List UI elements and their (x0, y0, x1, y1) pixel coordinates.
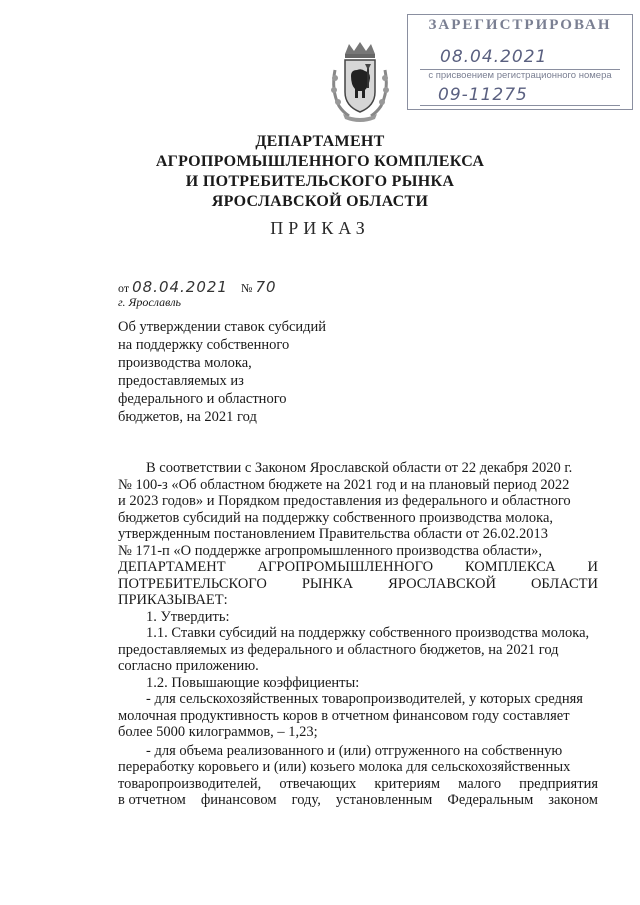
word: ПОТРЕБИТЕЛЬСКОГО (118, 575, 267, 592)
header-line: И ПОТРЕБИТЕЛЬСКОГО РЫНКА (185, 173, 455, 190)
bullet-line: переработку коровьего и (или) козьего молока для сельскохозяйственных (118, 759, 571, 775)
paragraph-line: и 2023 годов» и Порядком предоставления из федерального и областного (118, 493, 571, 509)
word: АГРОПРОМЫШЛЕННОГО (257, 559, 434, 575)
subject-line: бюджетов, на 2021 год (118, 409, 257, 425)
paragraph-line (118, 559, 598, 576)
header-line: АГРОПРОМЫШЛЕННОГО КОМПЛЕКСА (155, 153, 485, 170)
department-header (0, 132, 640, 212)
subject-line: федерального и областного (118, 391, 287, 407)
order-date-number (118, 278, 277, 296)
word: году, (291, 792, 321, 808)
stamp-title: ЗАРЕГИСТРИРОВАН (428, 17, 612, 33)
bullet-line: - для объема реализованного и (или) отгруженного на собственную (146, 742, 563, 759)
word: критериям (374, 775, 441, 792)
subject-line: производства молока, (118, 355, 252, 371)
stamp-date: 08.04.2021 (440, 47, 548, 67)
stamp-caption: с присвоением регистрационного номера (428, 70, 612, 81)
word: ОБЛАСТИ (530, 575, 598, 592)
item-line: 1.2. Повышающие коэффициенты: (146, 674, 360, 691)
paragraph-line: ПРИКАЗЫВАЕТ: (118, 592, 228, 608)
item-line: 1.1. Ставки субсидий на поддержку собственного производства молока, (146, 625, 590, 641)
word: в отчетном (118, 792, 186, 808)
word: финансовом (200, 792, 277, 808)
order-number: 70 (255, 278, 277, 296)
word: Федеральным (447, 792, 534, 808)
paragraph-line: № 100-з «Об областном бюджете на 2021 год и на плановый период 2022 (118, 476, 570, 493)
number-label: № (240, 281, 253, 295)
word: ЯРОСЛАВСКОЙ (388, 575, 496, 592)
bullet-line (118, 792, 598, 809)
bullet-line: более 5000 килограммов, – 1,23; (118, 724, 318, 740)
order-title: ПРИКАЗ (270, 218, 370, 238)
order-subject (118, 318, 348, 426)
from-label: от (118, 281, 130, 295)
word: малого (458, 775, 502, 792)
stamp-registration-number: 09-11275 (438, 85, 528, 105)
order-city: г. Ярославль (118, 295, 182, 309)
word: ДЕПАРТАМЕНТ (118, 559, 226, 575)
header-line: ДЕПАРТАМЕНТ (255, 133, 385, 150)
header-line: ЯРОСЛАВСКОЙ ОБЛАСТИ (211, 193, 429, 210)
item-line: согласно приложению. (118, 658, 259, 674)
bullet-line: - для сельскохозяйственных товаропроизводителей, у которых средняя (146, 691, 583, 707)
bullet-line: молочная продуктивность коров в отчетном финансовом году составляет (118, 707, 570, 724)
word: КОМПЛЕКСА (464, 559, 556, 575)
word: товаропроизводителей, (118, 775, 262, 792)
paragraph-line: В соответствии с Законом Ярославской области от 22 декабря 2020 г. (146, 460, 573, 476)
word: И (587, 559, 598, 575)
order-date: 08.04.2021 (132, 278, 228, 296)
registration-stamp (407, 14, 633, 110)
paragraph-line: бюджетов субсидий на поддержку собственного производства молока, (118, 509, 554, 526)
bullet-line (118, 776, 598, 793)
word: РЫНКА (301, 575, 354, 592)
subject-line: на поддержку собственного (118, 337, 290, 353)
paragraph-line (118, 576, 598, 593)
stamp-divider (420, 105, 620, 106)
word: отвечающих (279, 775, 357, 792)
word: предприятия (519, 775, 598, 792)
paragraph-line: утвержденным постановлением Правительства области от 26.02.2013 (118, 526, 549, 542)
item-line: предоставляемых из федерального и областного бюджетов, на 2021 год (118, 641, 559, 658)
item-line: 1. Утвердить: (146, 608, 230, 625)
paragraph-line: № 171-п «О поддержке агропромышленного производства области», (118, 542, 542, 559)
subject-line: предоставляемых из (118, 373, 244, 389)
coat-of-arms-bear-icon (329, 40, 391, 124)
word: установленным (335, 792, 433, 808)
subject-line: Об утверждении ставок субсидий (118, 319, 327, 335)
word: законом (548, 792, 598, 808)
order-body (118, 460, 598, 809)
